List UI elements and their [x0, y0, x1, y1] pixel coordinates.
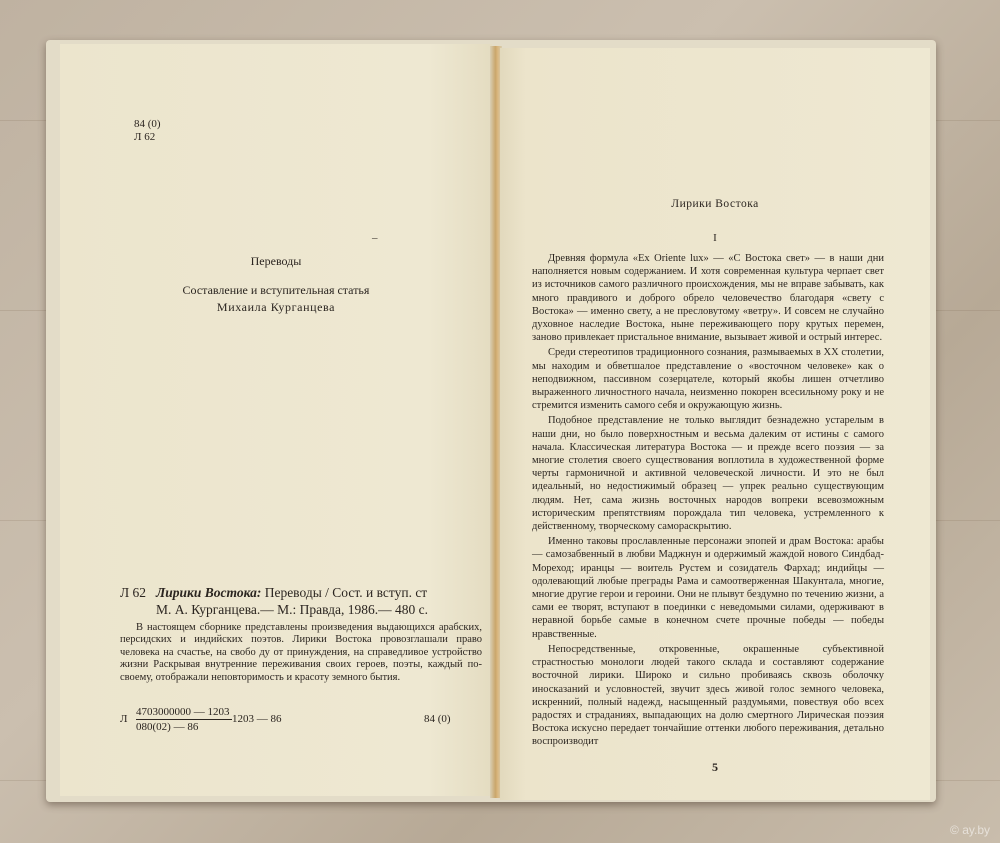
translations-label: Переводы: [250, 254, 302, 268]
author-sign: Л 62: [134, 131, 156, 143]
paragraph: Древняя формула «Ex Oriente lux» — «С Востока свет» — в наши дни наполняется новым содержанием. И хотя современная культура черпает свет из источников самого различного происхождения, мы не вправе забывать, как много правдивого и доброго обрело человечество благодаря «свету с Востока» — именно свету, а не пресловутому «ветру». И совсем не случайно духовное наследие Востока, ныне переживающего пору крутых перемен, заново привлекает пристальное внимание, вызывает живой и острый интерес.: [532, 253, 884, 344]
bib-denominator: 080(02) — 86: [136, 721, 199, 733]
section-number: I: [713, 232, 717, 244]
paragraph: Непосредственные, откровенные, окрашенные субъективной страстностью монологи людей такого склада и составляют содержание восточной лирики. Широко и сильно пробиваясь сквозь оболочку иносказаний и условностей, звучит здесь живой голос земного человека, искренний, полный надежд, насыщенный раздумьями, повествуя обо всех радостях и страданиях, выпадающих на долю смертного Лирическая поэзия Востока искусно передает тончайшие оттенки любого переживания, детально воспроизводит: [532, 643, 884, 748]
left-page: [60, 44, 492, 796]
paragraph: Среди стереотипов традиционного сознания, размываемых в XX столетии, мы находим и обветшалое представление о «восточном человеке» как о неподвижном, пассивном созерцателе, который якобы лишен отчетливо выраженного личностного начала, неизменно покорен всесильному року и не стремится изменить самого себя и окружающую жизнь.: [532, 347, 884, 412]
catalog-entry: [120, 584, 480, 618]
compiler-name: Михаила Курганцева: [216, 300, 336, 314]
catalog-rest: Переводы / Сост. и вступ. ст: [264, 585, 428, 600]
paragraph: Подобное представление не только выглядит безнадежно устарелым в наши дни, но было поверхностным и весьма далеким от истины с самого начала. Классическая литература Востока — и прежде всего поэзия — за многие столетия своего существования воплотила в художественной форме черты гармоничной и активной человеческой личности. И это не был идеальный, но недостижимый образец — упрек реально существующим людям. Нет, сама жизнь восточных народов вопреки всевозможным историческим препятствиям порождала тип человека, устремленного к действенному, творческому самораскрытию.: [532, 415, 884, 533]
page-title: Лирики Востока: [671, 198, 759, 210]
bib-numerator: 4703000000 — 1203: [136, 706, 230, 718]
annotation: В настоящем сборнике представлены произведения выдающихся арабских, персидских и индийских поэтов. Лирики Востока провозглашали право человека на счастье, на свобо ду от принуждения, на справедливое устройство жизни Раскрывая внутренние переживания своих героев, поэты, каждый по-своему, отображали неповторимость и красоту земного бытия.: [120, 622, 482, 683]
open-book: [46, 40, 936, 802]
body-text: [532, 252, 884, 751]
bib-right: 84 (0): [424, 713, 451, 725]
catalog-index: Л 62: [120, 585, 147, 600]
bib-letter: Л: [120, 713, 128, 725]
paragraph: Именно таковы прославленные персонажи эпопей и драм Востока: арабы — самозабвенный в любви Маджнун и одержимый жаждой нового Синдбад-Мореход; иранцы — воитель Рустем и созидатель Фархад; индийцы — одолевающий любые преграды Рама и самоотверженная Шакунтала, многие, многие другие герои и героини. Они не плывут бездумно по течению жизни, а сами ее творят, вступают в поединки с неведомыми силами, одерживают в неравной борьбе самые в конечном счете прочные победы — победы нравственные.: [532, 536, 884, 640]
catalog-title: Лирики Востока:: [156, 585, 262, 600]
page-number: 5: [712, 760, 718, 774]
bibliographic-code: [120, 706, 482, 732]
bbk-code: 84 (0): [134, 118, 161, 130]
compiled-by: [60, 282, 492, 316]
compiled-line: Составление и вступительная статья: [182, 283, 370, 297]
right-page: [500, 48, 930, 800]
catalog-line2: М. А. Курганцева.— М.: Правда, 1986.— 480 с.: [156, 602, 429, 617]
bib-mid: 1203 — 86: [232, 713, 282, 725]
watermark: © ay.by: [950, 823, 990, 837]
dash-mark: –: [372, 232, 378, 244]
classification-codes: [134, 118, 161, 144]
